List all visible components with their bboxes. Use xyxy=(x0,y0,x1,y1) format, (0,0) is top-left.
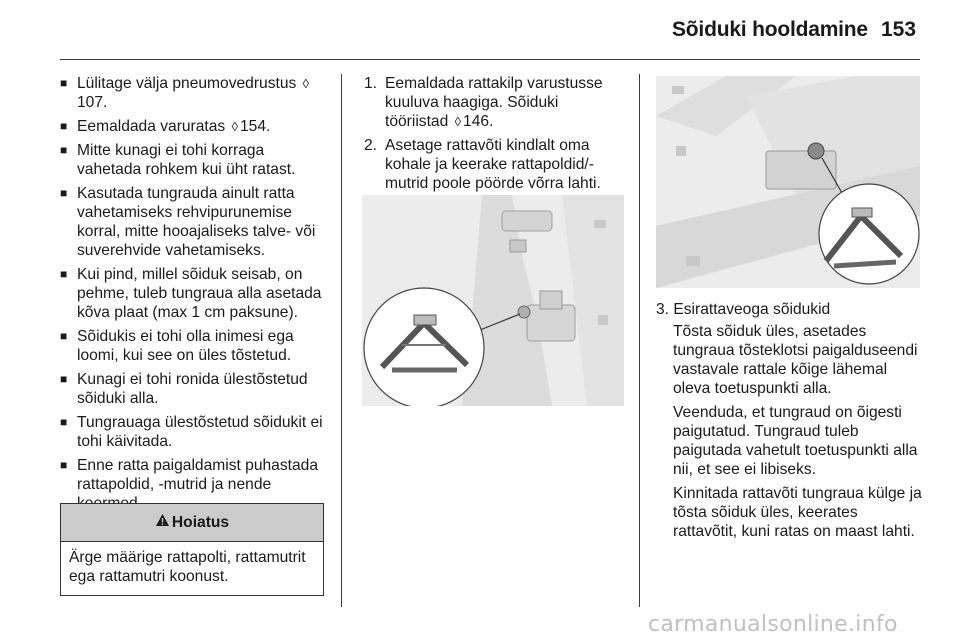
step-3-heading: 3. Esirattaveoga sõidukid xyxy=(656,301,831,318)
step-3-paragraph: Veenduda, et tungraud on õigesti paigutatud. Tungraud tuleb paigutada vahetult toetuspunkti alla nii, et see ei libiseks. xyxy=(673,404,918,478)
step-3-paragraph: Kinnitada rattavõti tungraua külge ja tõsta sõiduk üles, keerates rattavõtit, kuni ratas on maast lahti. xyxy=(673,485,922,540)
cross-reference-arrow-icon[interactable]: ◊ xyxy=(454,114,462,129)
step-3-paragraph: Tõsta sõiduk üles, asetades tungraua tõsteklotsi paigalduseendi vastavale rattale kõige lähemal oleva toetuspunkti alla. xyxy=(673,323,918,397)
steps-list xyxy=(364,74,624,193)
cross-reference-arrow-icon[interactable]: ◊ xyxy=(231,119,238,134)
warning-box xyxy=(60,503,324,596)
list-item xyxy=(60,265,326,322)
page-reference-link[interactable]: 154. xyxy=(240,118,271,135)
list-item-text: Sõidukis ei tohi olla inimesi ega loomi, kui see on üles tõstetud. xyxy=(77,328,294,364)
watermark: carmanualsonline.info xyxy=(648,612,898,637)
warning-heading: Hoiatus xyxy=(171,514,230,531)
list-item xyxy=(60,413,326,451)
list-item-text: Enne ratta paigaldamist puhastada rattapoldid, -mutrid ja nende xyxy=(77,457,319,493)
list-item xyxy=(60,74,326,112)
page-reference-link[interactable]: 107. xyxy=(77,94,108,111)
list-item xyxy=(60,117,326,136)
header-divider xyxy=(60,59,920,60)
jack-support-point-illustration xyxy=(656,76,920,288)
square-bullet-icon: ■ xyxy=(60,143,68,157)
warning-header xyxy=(61,504,323,542)
list-item-text: Lülitage välja pneumovedrustus xyxy=(77,75,301,92)
square-bullet-icon: ■ xyxy=(60,415,68,429)
square-bullet-icon: ■ xyxy=(60,458,68,472)
step-number: 1. xyxy=(364,75,378,92)
warning-triangle-icon xyxy=(155,513,170,532)
square-bullet-icon: ■ xyxy=(60,119,68,133)
column-divider-1 xyxy=(341,74,342,607)
list-item-text: Kasutada tungrauda ainult ratta vahetamiseks rehvipurunemise korral, mitte hooajaliseks talve- või suverehvide vahetamiseks. xyxy=(77,185,316,259)
step-text: Asetage rattavõti kindlalt oma kohale ja keerake rattapoldid/-mutrid poole pöörde võrra lahti. xyxy=(385,137,601,192)
wheel-jack-illustration xyxy=(362,195,624,406)
column-divider-2 xyxy=(639,74,640,607)
column-2 xyxy=(364,74,624,198)
page-number: 153 xyxy=(881,18,917,41)
column-3 xyxy=(656,300,922,546)
list-item-text: Eemaldada varuratas xyxy=(77,118,230,135)
list-item-text: Tungrauaga ülestõstetud sõidukit ei tohi käivitada. xyxy=(77,414,323,450)
cross-reference-arrow-icon[interactable]: ◊ xyxy=(302,76,310,91)
precaution-list xyxy=(60,74,326,513)
list-item xyxy=(60,184,326,260)
step-number: 2. xyxy=(364,137,378,154)
list-item xyxy=(60,141,326,179)
square-bullet-icon: ■ xyxy=(60,372,68,386)
list-item xyxy=(60,370,326,408)
square-bullet-icon: ■ xyxy=(60,186,68,200)
step-item xyxy=(364,136,624,193)
column-1 xyxy=(60,74,326,518)
square-bullet-icon: ■ xyxy=(60,329,68,343)
list-item-text: Kunagi ei tohi ronida ülestõstetud sõiduki alla. xyxy=(77,371,308,407)
list-item-text: Kui pind, millel sõiduk seisab, on pehme, tuleb tungraua alla asetada kõva plaat (max 1 cm paksune). xyxy=(77,266,322,321)
list-item xyxy=(60,327,326,365)
list-item-text: Mitte kunagi ei tohi korraga vahetada rohkem kui üht ratast. xyxy=(77,142,296,178)
warning-text: Ärge määrige rattapolti, rattamutrit ega rattamutri koonust. xyxy=(69,549,306,585)
step-text: Eemaldada rattakilp varustusse kuuluva haagiga. Sõiduki tööriistad xyxy=(385,75,603,130)
step-item xyxy=(364,74,624,131)
square-bullet-icon: ■ xyxy=(60,267,68,281)
square-bullet-icon: ■ xyxy=(60,76,68,90)
page-reference-link[interactable]: 146. xyxy=(463,113,494,130)
page-title: Sõiduki hooldamine xyxy=(672,18,868,41)
